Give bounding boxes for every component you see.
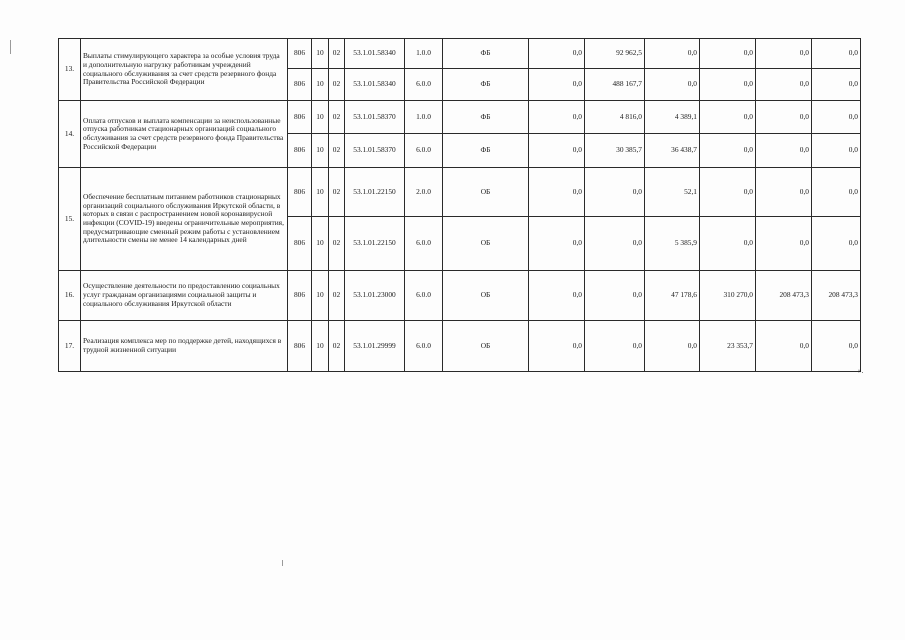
expense-type-code: 6.0.0 [405, 271, 443, 321]
grbs-code: 806 [288, 39, 312, 69]
row-description: Реализация комплекса мер по поддержке детей, находящихся в трудной жизненной ситуации [81, 321, 288, 372]
section-code: 10 [312, 134, 329, 168]
value-cell: 0,0 [812, 39, 861, 69]
expense-type-code: 6.0.0 [405, 69, 443, 101]
expense-type-code: 1.0.0 [405, 101, 443, 134]
row-number: 13. [59, 39, 81, 101]
target-article-code: 53.1.01.22150 [345, 217, 405, 271]
target-article-code: 53.1.01.58370 [345, 101, 405, 134]
value-cell: 47 178,6 [645, 271, 700, 321]
value-cell: 92 962,5 [585, 39, 645, 69]
funding-source: ОБ [443, 271, 529, 321]
target-article-code: 53.1.01.58340 [345, 39, 405, 69]
value-cell: 23 353,7 [700, 321, 756, 372]
value-cell: 0,0 [529, 69, 585, 101]
value-cell: 0,0 [812, 101, 861, 134]
expense-type-code: 1.0.0 [405, 39, 443, 69]
row-description: Оплата отпусков и выплата компенсации за неиспользованные отпуска работникам стационарных организаций социального обслуживания за счет средств резервного фонда Правительства Российской Федерации [81, 101, 288, 168]
value-cell: 0,0 [529, 217, 585, 271]
grbs-code: 806 [288, 217, 312, 271]
subsection-code: 02 [329, 134, 345, 168]
target-article-code: 53.1.01.58340 [345, 69, 405, 101]
expense-type-code: 6.0.0 [405, 217, 443, 271]
row-number: 15. [59, 168, 81, 271]
section-code: 10 [312, 168, 329, 217]
funding-source: ФБ [443, 69, 529, 101]
section-code: 10 [312, 69, 329, 101]
value-cell: 0,0 [700, 101, 756, 134]
target-article-code: 53.1.01.22150 [345, 168, 405, 217]
table-row [59, 168, 861, 217]
row-description: Осуществление деятельности по предоставлению социальных услуг гражданам организациями социальной защиты и социального обслуживания Иркутской области [81, 271, 288, 321]
value-cell: 208 473,3 [756, 271, 812, 321]
value-cell: 0,0 [700, 69, 756, 101]
value-cell: 0,0 [529, 39, 585, 69]
funding-source: ОБ [443, 217, 529, 271]
value-cell: 0,0 [645, 39, 700, 69]
expense-type-code: 2.0.0 [405, 168, 443, 217]
section-code: 10 [312, 39, 329, 69]
row-description: Обеспечение бесплатным питанием работников стационарных организаций социального обслуживания Иркутской области, в которых в связи с распространением новой коронавирусной инфекции (COVID-19) введены ограничительные мероприятия, предусматривающие сменный режим работы с установлением длительности смены не менее 14 календарных дней [81, 168, 288, 271]
grbs-code: 806 [288, 271, 312, 321]
value-cell: 0,0 [756, 217, 812, 271]
closing-quote-mark: ». [858, 367, 864, 375]
value-cell: 0,0 [756, 69, 812, 101]
subsection-code: 02 [329, 217, 345, 271]
section-code: 10 [312, 321, 329, 372]
value-cell: 30 385,7 [585, 134, 645, 168]
value-cell: 5 385,9 [645, 217, 700, 271]
row-number: 14. [59, 101, 81, 168]
value-cell: 52,1 [645, 168, 700, 217]
value-cell: 36 438,7 [645, 134, 700, 168]
grbs-code: 806 [288, 69, 312, 101]
scan-artifact [10, 40, 11, 54]
expense-type-code: 6.0.0 [405, 321, 443, 372]
value-cell: 4 816,0 [585, 101, 645, 134]
section-code: 10 [312, 271, 329, 321]
value-cell: 0,0 [585, 168, 645, 217]
target-article-code: 53.1.01.23000 [345, 271, 405, 321]
target-article-code: 53.1.01.58370 [345, 134, 405, 168]
value-cell: 0,0 [529, 271, 585, 321]
row-number: 16. [59, 271, 81, 321]
row-description: Выплаты стимулирующего характера за особые условия труда и дополнительную нагрузку работникам учреждений социального обслуживания за счет средств резервного фонда Правительства Российской Федерации [81, 39, 288, 101]
value-cell: 0,0 [585, 217, 645, 271]
funding-source: ОБ [443, 168, 529, 217]
grbs-code: 806 [288, 321, 312, 372]
value-cell: 0,0 [700, 39, 756, 69]
value-cell: 0,0 [812, 134, 861, 168]
table-row [59, 321, 861, 372]
value-cell: 0,0 [756, 168, 812, 217]
value-cell: 310 270,0 [700, 271, 756, 321]
subsection-code: 02 [329, 168, 345, 217]
value-cell: 488 167,7 [585, 69, 645, 101]
funding-source: ОБ [443, 321, 529, 372]
value-cell: 0,0 [700, 134, 756, 168]
scan-artifact [282, 560, 283, 566]
subsection-code: 02 [329, 101, 345, 134]
value-cell: 0,0 [645, 69, 700, 101]
subsection-code: 02 [329, 69, 345, 101]
section-code: 10 [312, 217, 329, 271]
value-cell: 0,0 [529, 101, 585, 134]
table-row [59, 39, 861, 69]
table-row [59, 271, 861, 321]
subsection-code: 02 [329, 321, 345, 372]
value-cell: 0,0 [645, 321, 700, 372]
grbs-code: 806 [288, 168, 312, 217]
value-cell: 0,0 [812, 217, 861, 271]
funding-source: ФБ [443, 101, 529, 134]
value-cell: 0,0 [756, 39, 812, 69]
subsection-code: 02 [329, 39, 345, 69]
value-cell: 0,0 [529, 134, 585, 168]
subsection-code: 02 [329, 271, 345, 321]
funding-source: ФБ [443, 134, 529, 168]
grbs-code: 806 [288, 101, 312, 134]
value-cell: 0,0 [812, 321, 861, 372]
value-cell: 0,0 [585, 321, 645, 372]
budget-table [58, 38, 861, 372]
value-cell: 0,0 [756, 101, 812, 134]
section-code: 10 [312, 101, 329, 134]
value-cell: 0,0 [529, 168, 585, 217]
value-cell: 0,0 [700, 217, 756, 271]
row-number: 17. [59, 321, 81, 372]
value-cell: 0,0 [529, 321, 585, 372]
value-cell: 4 389,1 [645, 101, 700, 134]
table-row [59, 101, 861, 134]
value-cell: 0,0 [700, 168, 756, 217]
target-article-code: 53.1.01.29999 [345, 321, 405, 372]
expense-type-code: 6.0.0 [405, 134, 443, 168]
funding-source: ФБ [443, 39, 529, 69]
value-cell: 0,0 [812, 69, 861, 101]
value-cell: 0,0 [756, 321, 812, 372]
value-cell: 0,0 [756, 134, 812, 168]
value-cell: 0,0 [812, 168, 861, 217]
value-cell: 208 473,3 [812, 271, 861, 321]
value-cell: 0,0 [585, 271, 645, 321]
grbs-code: 806 [288, 134, 312, 168]
